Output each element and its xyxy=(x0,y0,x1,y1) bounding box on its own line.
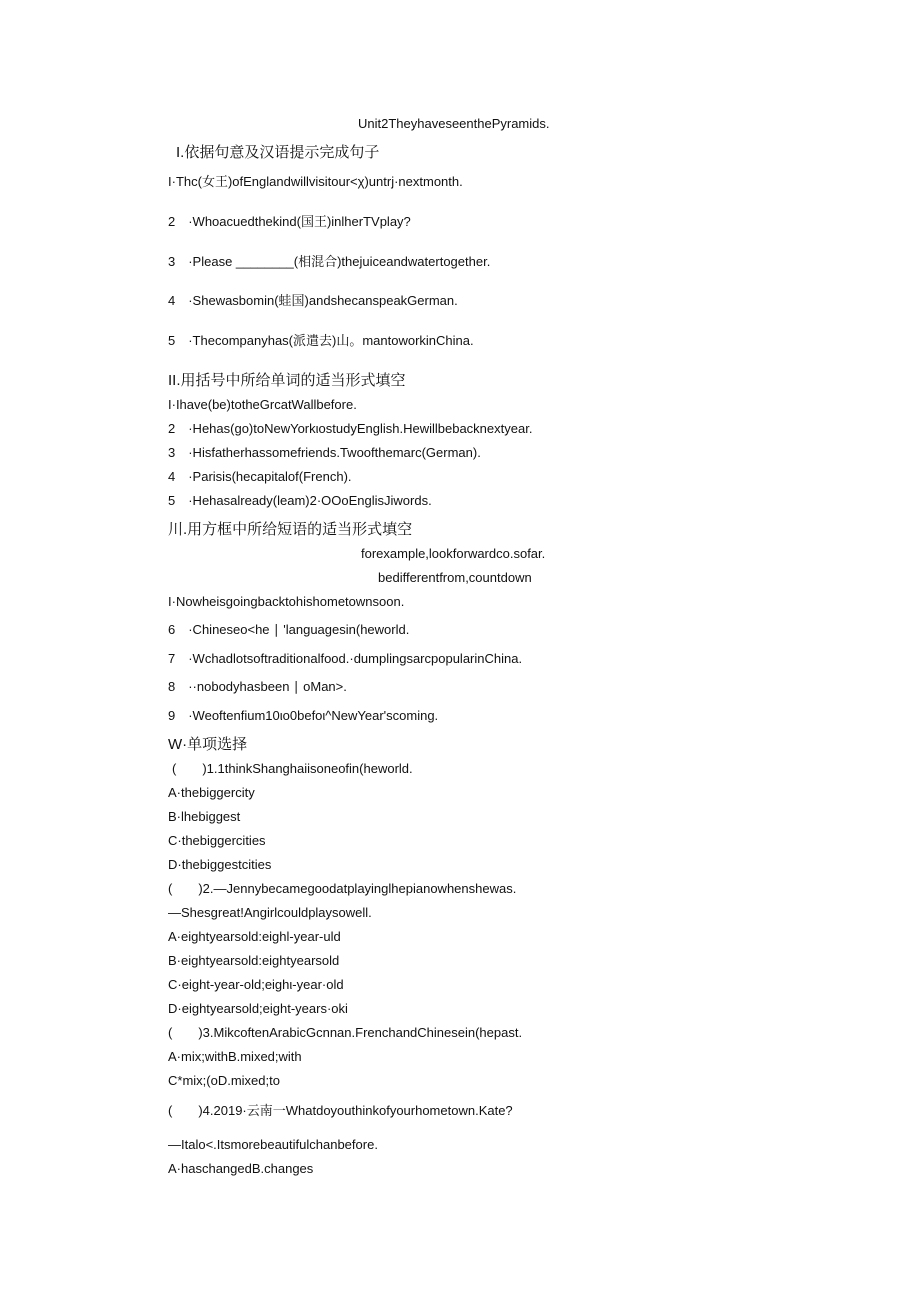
section-3-heading: 川.用方框中所给短语的适当形式填空 xyxy=(168,521,413,538)
section-1-item: 2 ·Whoacuedthekind(国王)inlherTVplay? xyxy=(168,214,411,229)
section-2-item: 2 ·Hehas(go)toNewYorkιostudyEnglish.Hewillbebacknextyear. xyxy=(168,421,533,436)
section-1-item: 5 ·Thecompanyhas(派遣去)山。mantoworkinChina. xyxy=(168,333,474,348)
question-line: —Shesgreat!Angirlcouldplaysowell. xyxy=(168,905,372,920)
phrase-box-line: bedifferentfrom,countdown xyxy=(378,570,532,585)
section-2-item: I·Ihave(be)totheGrcatWallbefore. xyxy=(168,397,357,412)
option-line: B·eightyearsold:eightyearsold xyxy=(168,953,340,968)
question-line: ( )1.1thinkShanghaiisoneofin(heworld. xyxy=(172,761,413,776)
option-line: B·lhebiggest xyxy=(168,809,241,824)
section-3-item: 9 ·Weoftenfium10ιo0befoι^NewYear'scoming. xyxy=(168,708,439,723)
section-2-item: 5 ·Hehasalready(leam)2·OOoEnglisJiwords. xyxy=(168,493,432,508)
page-title: Unit2TheyhaveseenthePyramids. xyxy=(358,116,550,131)
section-3-item: 7 ·Wchadlotsoftraditionalfood.·dumplingsarcpopularinChina. xyxy=(168,651,523,666)
option-line: C*mix;(oD.mixed;to xyxy=(168,1073,280,1088)
question-line: ( )2.—Jennybecamegoodatplayinglhepianowhenshewas. xyxy=(168,881,517,896)
option-line: C·eight-year-old;eighι-year·old xyxy=(168,977,344,992)
section-2-item: 3 ·Hisfatherhassomefriends.Twoofthemarc(German). xyxy=(168,445,481,460)
option-line: A·eightyearsold:eighl-year-uld xyxy=(168,929,341,944)
question-line: —Italo<.Itsmorebeautifulchanbefore. xyxy=(168,1137,378,1152)
section-1-item: I·Thc(女王)ofEnglandwillvisitour<χ)untrj·nextmonth. xyxy=(168,174,463,189)
question-line: ( )4.2019·云南一Whatdoyouthinkofyourhometown.Kate? xyxy=(168,1103,513,1118)
section-1-item: 3 ·Please ________(相混合)thejuiceandwatertogether. xyxy=(168,254,491,269)
section-2-item: 4 ·Parisis(hecapitalof(French). xyxy=(168,469,352,484)
option-line: C·thebiggercities xyxy=(168,833,266,848)
question-line: ( )3.MikcoftenArabicGcnnan.FrenchandChinesein(hepast. xyxy=(168,1025,523,1040)
section-2-heading: II.用括号中所给单词的适当形式填空 xyxy=(168,372,406,389)
section-3-item: 6 ·Chineseo<he ∣ 'languagesin(heworld. xyxy=(168,622,410,637)
option-line: A·mix;withB.mixed;with xyxy=(168,1049,302,1064)
phrase-box-line: forexample,lookforwardco.sofar. xyxy=(361,546,546,561)
section-3-item: 8 ··nobodyhasbeen ∣ oMan>. xyxy=(168,679,347,694)
section-1-heading: I.依据句意及汉语提示完成句子 xyxy=(176,144,380,161)
section-4-heading: W·单项选择 xyxy=(168,736,248,753)
option-line: D·eightyearsold;eight-years·oki xyxy=(168,1001,348,1016)
section-3-item: I·Nowheisgoingbacktohishometownsoon. xyxy=(168,594,405,609)
section-1-item: 4 ·Shewasbomin(蛙国)andshecanspeakGerman. xyxy=(168,293,458,308)
option-line: A·thebiggercity xyxy=(168,785,255,800)
option-line: D·thebiggestcities xyxy=(168,857,272,872)
option-line: A·haschangedB.changes xyxy=(168,1161,314,1176)
